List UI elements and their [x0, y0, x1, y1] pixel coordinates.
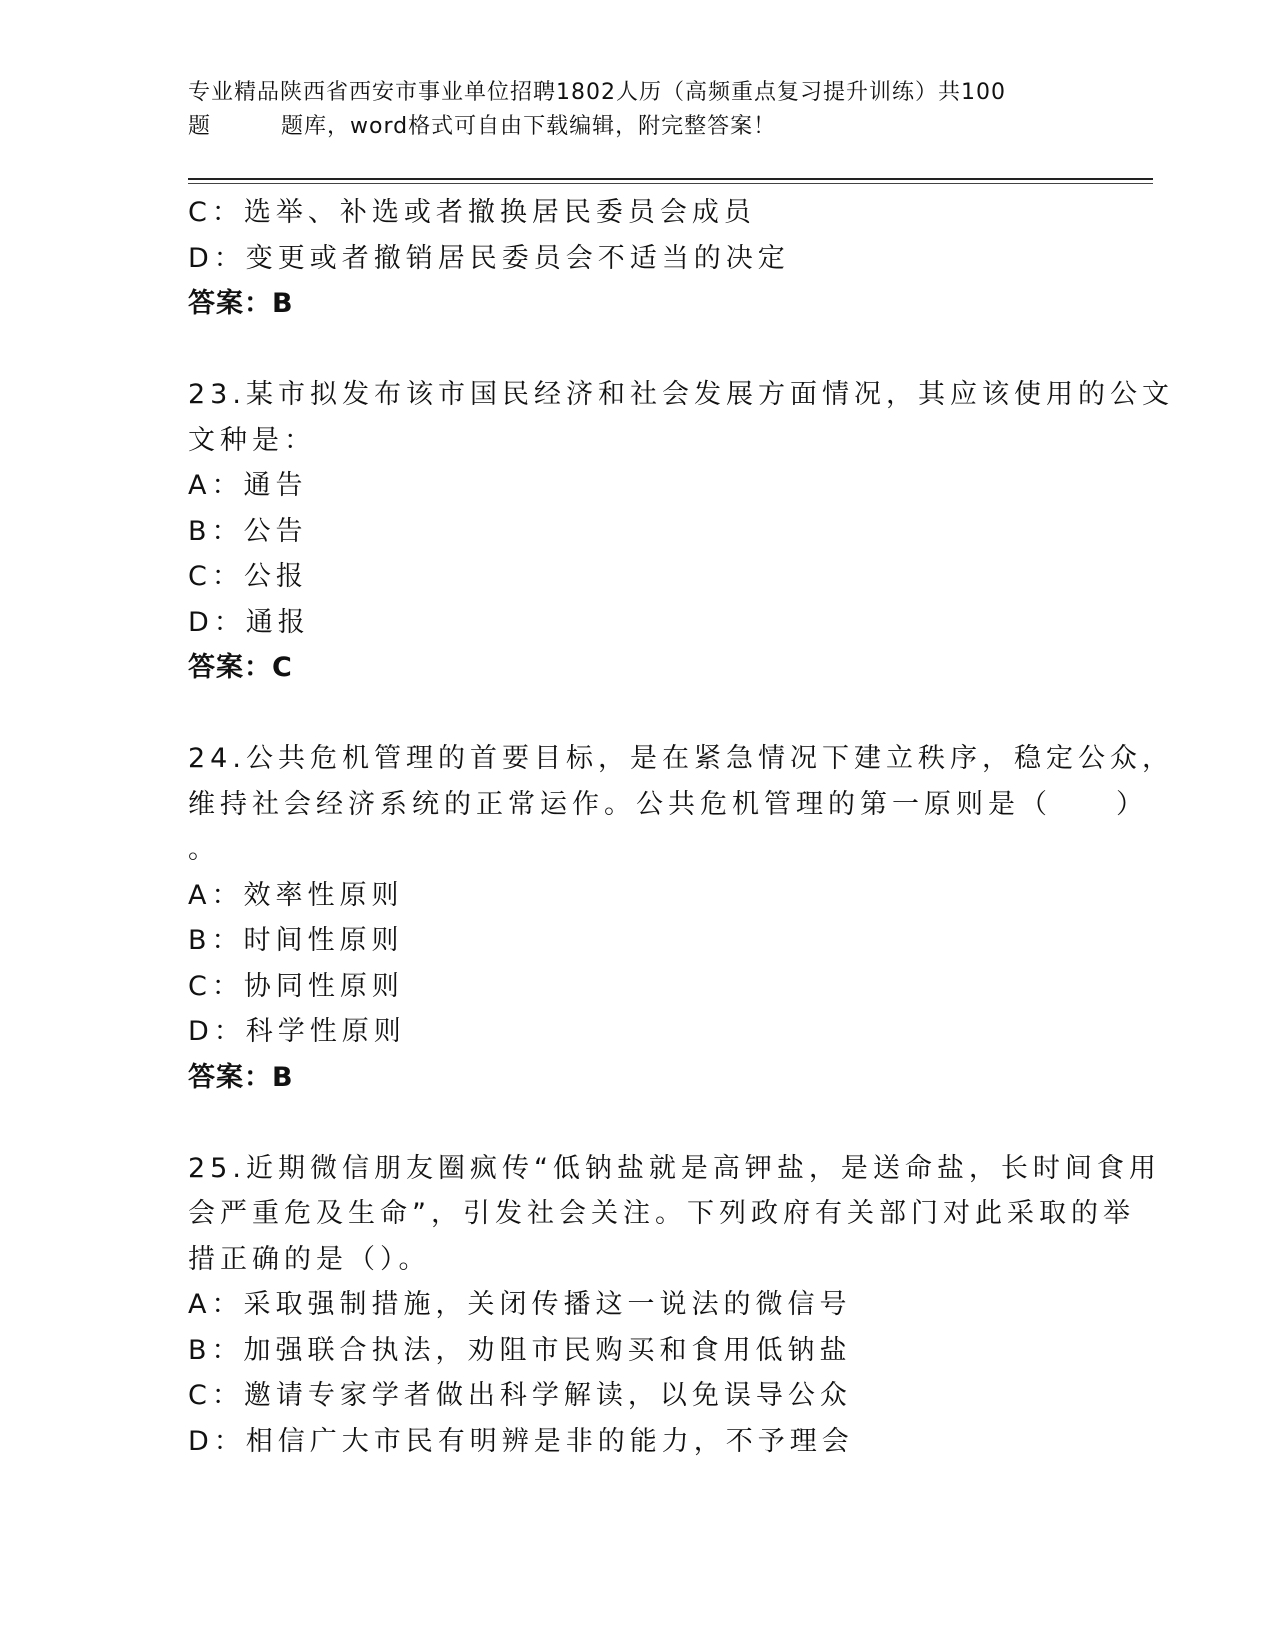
q23-option-a: A：通告	[188, 470, 308, 501]
q25-option-a: A：采取强制措施，关闭传播这一说法的微信号	[188, 1289, 852, 1320]
header-title-line2-right: 题库，word格式可自由下载编辑，附完整答案！	[281, 114, 777, 139]
header-title-line2-left: 题	[188, 114, 212, 139]
q24-option-a: A：效率性原则	[188, 879, 404, 911]
q25-option-c: C：邀请专家学者做出科学解读，以免误导公众	[188, 1380, 852, 1411]
q24-stem: 24.公共危机管理的首要目标，是在紧急情况下建立秩序，稳定公众，	[188, 743, 1174, 774]
document-header	[188, 76, 1068, 144]
q23-answer: 答案：C	[188, 652, 293, 683]
q25-option-d: D：相信广大市民有明辨是非的能力，不予理会	[188, 1425, 854, 1457]
prev-option-c: C：选举、补选或者撤换居民委员会成员	[188, 197, 756, 228]
q24-stem-cont: 维持社会经济系统的正常运作。公共危机管理的第一原则是（ ）	[188, 788, 1148, 820]
q24-stem-end: 。	[188, 834, 220, 865]
q23-stem: 23.某市拟发布该市国民经济和社会发展方面情况，其应该使用的公文	[188, 379, 1174, 410]
q23-option-d: D：通报	[188, 606, 310, 638]
question-content	[188, 190, 1174, 1464]
q23-stem-cont: 文种是：	[188, 424, 316, 456]
q25-option-b: B：加强联合执法，劝阻市民购买和食用低钠盐	[188, 1334, 852, 1366]
q25-stem-cont: 会严重危及生命”，引发社会关注。下列政府有关部门对此采取的举	[188, 1198, 1135, 1229]
q24-option-d: D：科学性原则	[188, 1016, 406, 1047]
q23-option-c: C：公报	[188, 561, 308, 592]
q24-option-c: C：协同性原则	[188, 970, 404, 1002]
header-title-line1: 专业精品陕西省西安市事业单位招聘1802人历（高频重点复习提升训练）共100	[188, 80, 1006, 105]
prev-answer: 答案：B	[188, 288, 294, 319]
q25-stem: 25.近期微信朋友圈疯传“低钠盐就是高钾盐，是送命盐，长时间食用	[188, 1152, 1161, 1184]
q24-option-b: B：时间性原则	[188, 925, 404, 956]
header-divider-thick	[188, 178, 1153, 180]
q23-option-b: B：公告	[188, 515, 308, 547]
header-title-line2	[188, 110, 1068, 144]
header-divider-thin	[188, 183, 1153, 184]
q25-stem-end: 措正确的是（）。	[188, 1243, 431, 1275]
prev-option-d: D：变更或者撤销居民委员会不适当的决定	[188, 242, 790, 274]
q24-answer: 答案：B	[188, 1061, 294, 1093]
